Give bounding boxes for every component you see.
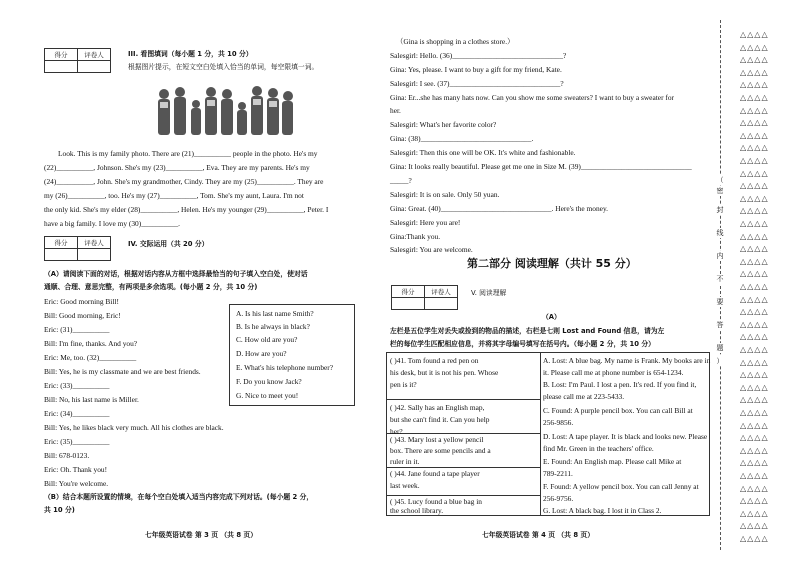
seal-char: 不 — [714, 274, 726, 284]
triangle-row: △△△△ — [740, 332, 769, 342]
dialog-line: Gina: Er...she has many hats now. Can you show me some sweaters? I want to buy a sweater for — [390, 93, 674, 102]
score-label: 得分 — [392, 286, 425, 298]
dialog-line: Eric: (35)__________ — [44, 437, 110, 446]
option-item: B. Is he always in black? — [236, 322, 310, 331]
passage-line: my (26)__________, too. He's my (27)__________, Tom. She's my aunt, Laura. I'm not — [44, 191, 304, 200]
dialog-line: Bill: You're welcome. — [44, 479, 109, 488]
triangle-row: △△△△ — [740, 294, 769, 304]
triangle-row: △△△△ — [740, 420, 769, 430]
dialog-line: her. — [390, 106, 401, 115]
partB-instruction: （B）结合本题所设置的情境，在每个空白处填入适当内容完成下列对话。(每小题 2 分， — [44, 493, 314, 501]
triangle-row: △△△△ — [740, 206, 769, 216]
dialog-line: Gina: Yes, please. I want to buy a gift for my friend, Kate. — [390, 65, 562, 74]
dialog-line: Eric: (31)__________ — [44, 325, 110, 334]
triangle-row: △△△△ — [740, 118, 769, 128]
grader-cell — [78, 249, 111, 261]
dialog-line: Gina:Thank you. — [390, 232, 441, 241]
dialog-line: Salesgirl: Then this one will be OK. It's white and fashionable. — [390, 148, 576, 157]
triangle-row: △△△△ — [740, 282, 769, 291]
triangle-row: △△△△ — [740, 219, 769, 228]
dialog-line: Eric: Me, too. (32)__________ — [44, 353, 137, 362]
match-right-line: it. Please call me at phone number is 654-1234. — [543, 368, 684, 377]
page-footer-4: 七年级英语试卷 第 4 页 （共 8 页） — [482, 531, 595, 539]
triangle-row: △△△△ — [740, 30, 769, 39]
score-label: 得分 — [45, 49, 78, 61]
partA-instruction: 通顺、合理、意思完整，有两项是多余选项。(每小题 2 分，共 10 分) — [44, 283, 258, 291]
match-right-line: G. Lost: A black bag. I lost it in Class 2. — [543, 506, 662, 515]
partB-instruction: 共 10 分) — [44, 506, 75, 514]
seal-char: 题 — [714, 343, 726, 353]
score-table-3 — [44, 48, 111, 73]
dialog-line: Bill: I'm fine, thanks. And you? — [44, 339, 138, 348]
partA-instruction: （A）请阅读下面的对话，根据对话内容从方框中选择最恰当的句子填入空白处，使对话 — [44, 270, 308, 278]
score-cell — [392, 298, 425, 310]
triangle-row: △△△△ — [740, 496, 769, 506]
section4-title: IV. 交际运用（共 20 分） — [128, 240, 209, 248]
dialog-line: Bill: Yes, he likes black very much. All his clothes are black. — [44, 423, 224, 432]
match-right-line: find Mr. Green in the teachers' office. — [543, 444, 654, 453]
match-left-line: ( )44. Jane found a tape player — [390, 469, 480, 478]
match-right-line: A. Lost: A blue bag. My name is Frank. My books are in — [543, 356, 711, 365]
score-cell — [45, 249, 78, 261]
option-item: D. How are you? — [236, 349, 287, 358]
dialog-line: Gina: (38)______________________________. — [390, 134, 534, 143]
section3-instruction: 根据图片提示，在短文空白处填入恰当的单词，每空限填一词。 — [128, 63, 319, 71]
match-right-line: C. Found: A purple pencil box. You can call Bill at — [543, 406, 693, 415]
match-left-line: last week. — [390, 481, 420, 490]
triangle-row: △△△△ — [740, 508, 769, 518]
match-left-line: ruler in it. — [390, 457, 420, 466]
dialog-line: Salesgirl: It is on sale. Only 50 yuan. — [390, 190, 500, 199]
seal-char: 封 — [714, 205, 726, 215]
section5-title: V. 阅读理解 — [471, 289, 507, 297]
passage-line: have a big family. I love my (30)__________. — [44, 219, 181, 228]
triangle-row: △△△△ — [740, 143, 769, 153]
section3-title: III. 看图填词（每小题 1 分，共 10 分） — [128, 50, 253, 58]
seal-char: 密 — [714, 186, 726, 196]
option-item: C. How old are you? — [236, 335, 298, 344]
dialog-line: Eric: Good morning Bill! — [44, 297, 119, 306]
grader-cell — [425, 298, 458, 310]
match-right-line: B. Lost: I'm Paul. I lost a pen. It's red. If you find it, — [543, 380, 697, 389]
dialog-line: Eric: (34)__________ — [44, 409, 110, 418]
triangle-row: △△△△ — [740, 193, 769, 203]
triangle-row: △△△△ — [740, 319, 769, 329]
option-item: A. Is his last name Smith? — [236, 309, 314, 318]
match-right-line: F. Found: A yellow pencil box. You can call Jenny at — [543, 482, 699, 491]
triangle-row: △△△△ — [740, 433, 769, 443]
triangle-row: △△△△ — [740, 445, 769, 455]
passage-line: (22)__________, Johnson. She's my (23)__________, Eva. They are my parents. He's my — [44, 163, 310, 172]
match-left-line: ( )45. Lucy found a blue bag in — [390, 497, 482, 506]
triangle-row: △△△△ — [740, 80, 769, 90]
option-item: F. Do you know Jack? — [236, 377, 302, 386]
option-item: G. Nice to meet you! — [236, 391, 299, 400]
part2-title: 第二部分 阅读理解（共计 55 分） — [467, 257, 637, 270]
triangle-row: △△△△ — [740, 156, 769, 165]
a-instruction: 左栏是五位学生对丢失或捡到的物品的描述，右栏是七则 Lost and Found 信息，请为左 — [390, 327, 665, 335]
triangle-row: △△△△ — [740, 408, 769, 417]
match-left-line: his desk, but it is not his pen. Whose — [390, 368, 499, 377]
dialog-line: Salesgirl: You are welcome. — [390, 245, 473, 254]
seal-char: 要 — [714, 297, 726, 307]
triangle-row: △△△△ — [740, 345, 769, 354]
grader-cell — [78, 61, 111, 73]
score-table-4 — [44, 236, 111, 261]
triangle-row: △△△△ — [740, 55, 769, 65]
grader-label: 评卷人 — [425, 286, 458, 298]
dialog-line: Bill: 678-0123. — [44, 451, 90, 460]
dialog-line: Eric: (33)__________ — [44, 381, 110, 390]
seal-line — [720, 20, 721, 550]
dialog-line: Gina: Great. (40)______________________________. Here's the money. — [390, 204, 609, 213]
match-right-line: D. Lost: A tape player. It is black and looks new. Please — [543, 432, 708, 441]
passage-line: the only kid. She's my elder (28)__________, Helen. He's my younger (29)__________, Peter. I — [44, 205, 329, 214]
match-left-line: her? — [390, 427, 403, 436]
dialog-line: Salesgirl: Hello. (36)______________________________? — [390, 51, 567, 60]
grader-label: 评卷人 — [78, 237, 111, 249]
score-table-5 — [391, 285, 458, 310]
dialog-line: _____? — [390, 176, 412, 185]
subsection-a: （A） — [542, 313, 561, 321]
match-left-line: ( )41. Tom found a red pen on — [390, 356, 479, 365]
seal-char: 答 — [714, 320, 726, 330]
match-right-line: 789-2211. — [543, 469, 573, 478]
match-right-line: E. Found: An English map. Please call Mike at — [543, 457, 682, 466]
passage-line: (24)__________, John. She's my grandmother, Cindy. They are my (25)__________. They are — [44, 177, 324, 186]
triangle-row: △△△△ — [740, 105, 769, 115]
triangle-row: △△△△ — [740, 244, 769, 254]
triangle-row: △△△△ — [740, 521, 769, 531]
a-instruction: 栏的每位学生匹配相应信息，并将其字母编号填写在括号内。（每小题 2 分，共 10 分） — [390, 340, 655, 348]
triangle-row: △△△△ — [740, 307, 769, 317]
grader-label: 评卷人 — [78, 49, 111, 61]
triangle-row: △△△△ — [740, 168, 769, 178]
triangle-row: △△△△ — [740, 269, 769, 279]
match-right-line: 256-9856. — [543, 418, 574, 427]
match-left-line: but she can't find it. Can you help — [390, 415, 490, 424]
family-photo — [152, 82, 297, 140]
seal-char: ） — [714, 356, 726, 366]
match-left-line: the school library. — [390, 506, 444, 515]
triangle-row: △△△△ — [740, 181, 769, 191]
triangle-row: △△△△ — [740, 395, 769, 405]
triangle-row: △△△△ — [740, 382, 769, 392]
triangle-row: △△△△ — [740, 534, 769, 543]
dialog-line: Bill: Good morning, Eric! — [44, 311, 121, 320]
match-right-line: 256-9756. — [543, 494, 574, 503]
triangle-row: △△△△ — [740, 458, 769, 468]
match-left-line: pen is it? — [390, 380, 417, 389]
score-label: 得分 — [45, 237, 78, 249]
page-footer-3: 七年级英语试卷 第 3 页 （共 8 页） — [145, 531, 258, 539]
match-left-line: ( )43. Mary lost a yellow pencil — [390, 435, 484, 444]
dialog-line: Bill: No, his last name is Miller. — [44, 395, 139, 404]
match-left-line: ( )42. Sally has an English map, — [390, 403, 485, 412]
dialog-line: Eric: Oh. Thank you! — [44, 465, 108, 474]
seal-char: 线 — [714, 228, 726, 238]
triangle-row: △△△△ — [740, 130, 769, 140]
seal-char: （ — [714, 175, 726, 185]
seal-char: 内 — [714, 251, 726, 261]
option-item: E. What's his telephone number? — [236, 363, 334, 372]
dialog-line: Salesgirl: I see. (37)______________________________? — [390, 79, 564, 88]
triangle-row: △△△△ — [740, 93, 769, 102]
score-cell — [45, 61, 78, 73]
triangle-row: △△△△ — [740, 256, 769, 266]
dialog-line: Salesgirl: Here you are! — [390, 218, 461, 227]
triangle-row: △△△△ — [740, 231, 769, 241]
triangle-row: △△△△ — [740, 42, 769, 52]
triangle-row: △△△△ — [740, 357, 769, 367]
triangle-row: △△△△ — [740, 471, 769, 480]
triangle-row: △△△△ — [740, 67, 769, 77]
dialog-line: Bill: Yes, he is my classmate and we are best friends. — [44, 367, 201, 376]
match-right-line: please call me at 223-5433. — [543, 392, 625, 401]
triangle-row: △△△△ — [740, 483, 769, 493]
dialog-line: （Gina is shopping in a clothes store.） — [396, 37, 515, 46]
triangle-row: △△△△ — [740, 370, 769, 380]
dialog-line: Gina: It looks really beautiful. Please get me one in Size M. (39)______________________________ — [390, 162, 692, 171]
passage-line: Look. This is my family photo. There are (21)__________ people in the photo. He's my — [58, 149, 318, 158]
dialog-line: Salesgirl: What's her favorite color? — [390, 120, 497, 129]
match-left-line: box. There are some pencils and a — [390, 446, 491, 455]
